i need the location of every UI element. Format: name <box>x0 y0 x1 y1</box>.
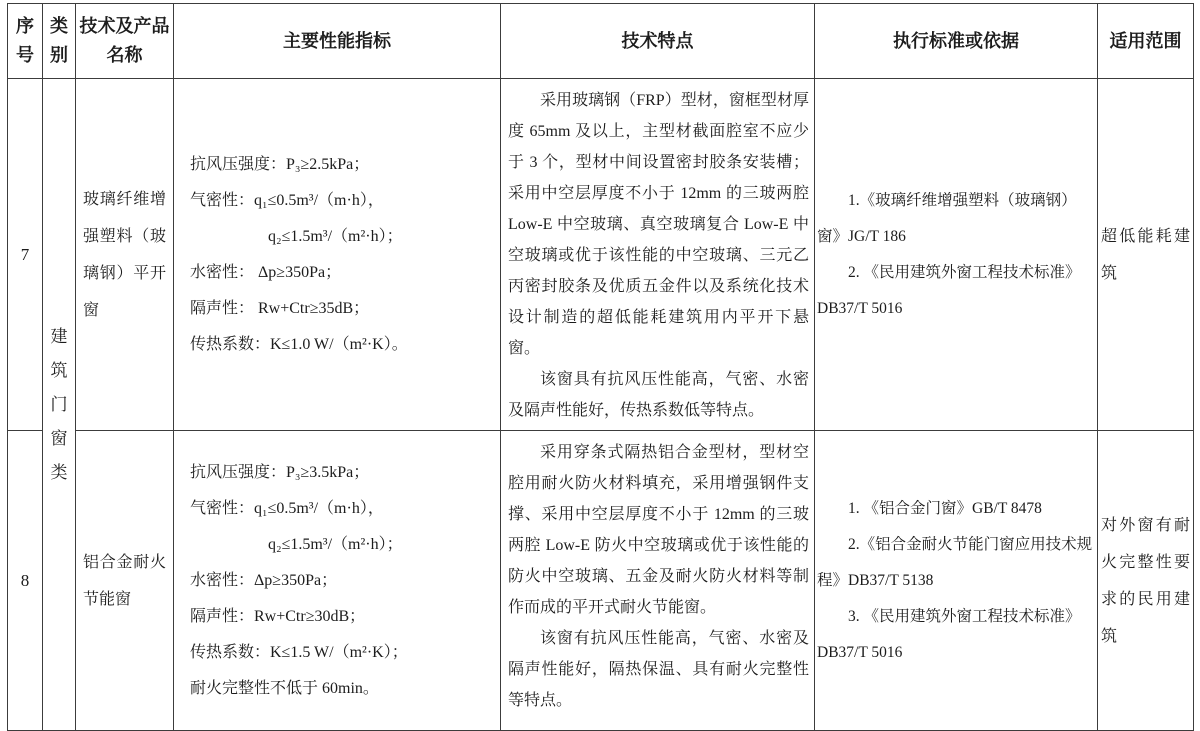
performance-line: 水密性： Δp≥350Pa； <box>190 263 342 281</box>
standard-item: 2. 《民用建筑外窗工程技术标准》DB37/T 5016 <box>817 263 1081 317</box>
performance-line: 气密性：q₁≤0.5m³/（m·h）， <box>190 191 384 209</box>
standard-item: 1. 《铝合金门窗》GB/T 8478 <box>848 499 1042 517</box>
performance-cell <box>174 79 501 431</box>
performance-line: 水密性：Δp≥350Pa； <box>190 571 338 589</box>
performance-line: 隔声性： Rw+Ctr≥35dB； <box>190 299 370 317</box>
standard-item: 3. 《民用建筑外窗工程技术标准》DB37/T 5016 <box>817 607 1081 661</box>
performance-line: q₂≤1.5m³/（m²·h）； <box>268 535 403 553</box>
header-seq: 序号 <box>8 4 43 79</box>
performance-line: 传热系数：K≤1.5 W/（m²·K）； <box>190 643 408 661</box>
seq-cell: 8 <box>8 431 43 731</box>
performance-line: 气密性：q₁≤0.5m³/（m·h）， <box>190 499 384 517</box>
header-scope: 适用范围 <box>1098 4 1194 79</box>
header-category: 类别 <box>43 4 76 79</box>
header-performance: 主要性能指标 <box>174 4 501 79</box>
product-name-cell: 玻璃纤维增强塑料（玻璃钢）平开窗 <box>76 79 174 431</box>
standards-cell <box>815 431 1098 731</box>
header-features: 技术特点 <box>501 4 815 79</box>
performance-line: 传热系数：K≤1.0 W/（m²·K）。 <box>190 335 408 353</box>
features-cell <box>501 431 815 731</box>
standard-item: 2.《铝合金耐火节能门窗应用技术规程》DB37/T 5138 <box>817 535 1093 589</box>
standard-item: 1.《玻璃纤维增强塑料（玻璃钢）窗》JG/T 186 <box>817 191 1077 245</box>
performance-line: 抗风压强度：P₃≥2.5kPa； <box>190 155 370 173</box>
features-paragraph: 该窗具有抗风压性能高，气密、水密及隔声性能好，传热系数低等特点。 <box>508 371 809 419</box>
performance-line: q₂≤1.5m³/（m²·h）； <box>268 227 403 245</box>
table-row-7 <box>8 79 1194 431</box>
performance-cell <box>174 431 501 731</box>
scope-cell: 超低能耗建筑 <box>1098 79 1194 431</box>
category-cell <box>43 79 76 731</box>
performance-line: 隔声性：Rw+Ctr≥30dB； <box>190 607 366 625</box>
header-product: 技术及产品名称 <box>76 4 174 79</box>
products-table <box>7 3 1194 731</box>
table-row-8 <box>8 431 1194 731</box>
category-vertical-label: 建筑门窗类 <box>50 326 68 482</box>
product-name-cell: 铝合金耐火节能窗 <box>76 431 174 731</box>
features-paragraph: 采用穿条式隔热铝合金型材，型材空腔用耐火防火材料填充，采用增强钢件支撑、采用中空层厚度不小于 12mm 的三玻两腔 Low-E 防火中空玻璃或优于该性能的防火中空玻璃、五金及耐火防火材料等制作而成的平开式耐火节能窗。 <box>508 444 809 616</box>
features-cell <box>501 79 815 431</box>
standards-cell <box>815 79 1098 431</box>
features-paragraph: 该窗有抗风压性能高，气密、水密及隔声性能好，隔热保温、具有耐火完整性等特点。 <box>508 630 809 709</box>
header-standards: 执行标准或依据 <box>815 4 1098 79</box>
seq-cell: 7 <box>8 79 43 431</box>
header-row <box>8 4 1194 79</box>
performance-line: 耐火完整性不低于 60min。 <box>190 679 379 697</box>
scope-cell: 对外窗有耐火完整性要求的民用建筑 <box>1098 431 1194 731</box>
features-paragraph: 采用玻璃钢（FRP）型材，窗框型材厚度 65mm 及以上，主型材截面腔室不应少于 3 个，型材中间设置密封胶条安装槽；采用中空层厚度不小于 12mm 的三玻两腔 Low-E 中空玻璃、真空玻璃复合 Low-E 中空玻璃或优于该性能的中空玻璃、三元乙丙密封胶条及优质五金件以及系统化技术设计制造的超低能耗建筑用内平开下悬窗。 <box>508 92 809 357</box>
performance-line: 抗风压强度：P₃≥3.5kPa； <box>190 463 370 481</box>
